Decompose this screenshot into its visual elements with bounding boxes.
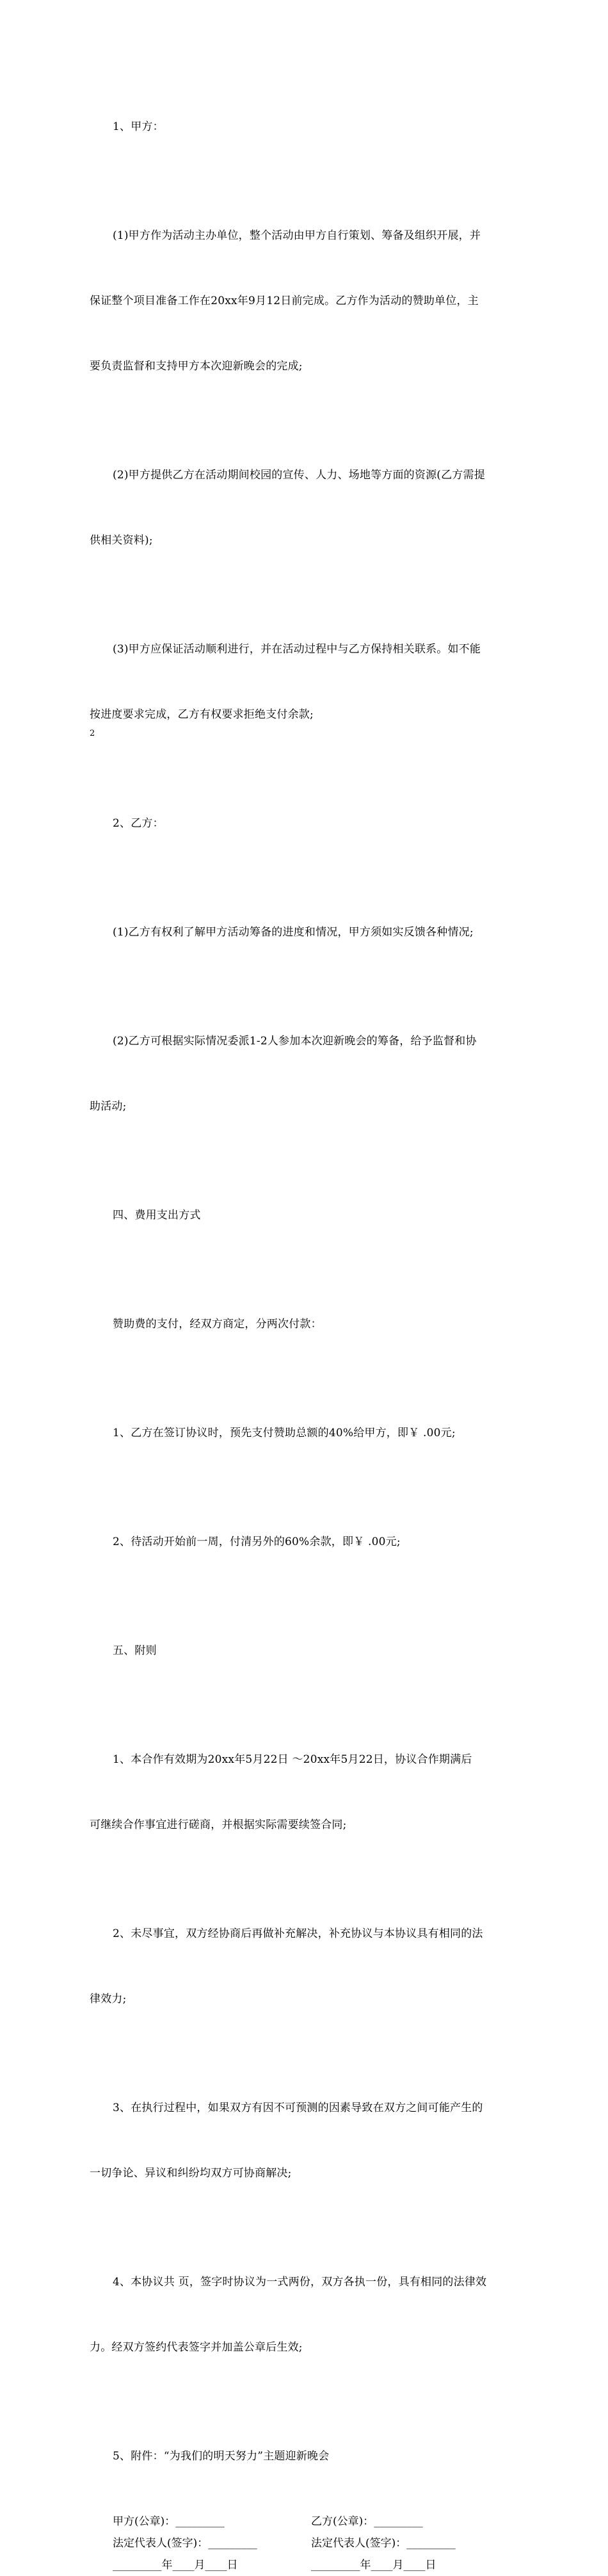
paragraph-party-b-item-1 (90, 878, 520, 987)
text-line: 四、费用支出方式 (113, 1209, 201, 1222)
party-b-seal-field: 乙方(公章)：_________ (311, 2515, 423, 2528)
signature-row-date (90, 2554, 520, 2576)
paragraph-supplementary-item-1 (90, 1705, 520, 1879)
signature-row-seal (90, 2511, 520, 2532)
text-line: 5、附件：“为我们的明天努力”主题迎新晚会 (113, 2450, 330, 2463)
text-line: 五、附则 (113, 1644, 157, 1657)
text-line: 1、甲方： (113, 120, 164, 133)
paragraph-party-a-item-3 (90, 595, 520, 769)
party-a-seal-field: 甲方(公章)：_________ (113, 2515, 225, 2528)
text-line: 1、乙方在签订协议时，预先支付赞助总额的40%给甲方，即￥ .00元; (113, 1427, 456, 1439)
text-line: (2)乙方可根据实际情况委派1-2人参加本次迎新晚会的筹备，给予监督和协 (113, 1035, 477, 1048)
text-line: 要负责监督和支持甲方本次迎新晚会的完成; (90, 360, 303, 373)
text-line: 可继续合作事宜进行磋商，并根据实际需要续签合同; (90, 1819, 347, 1831)
paragraph-payment-intro (90, 1270, 520, 1379)
party-a-representative-field: 法定代表人(签字)：_________ (113, 2537, 257, 2550)
document-body (90, 72, 520, 2576)
text-line: 2、乙方： (113, 817, 164, 830)
text-line: 4、本协议共 页，签字时协议为一式两份，双方各执一份，具有相同的法律效 (113, 2276, 487, 2288)
paragraph-party-b-item-2 (90, 987, 520, 1161)
paragraph-supplementary-item-2 (90, 1879, 520, 2054)
page-number: 2 (90, 729, 95, 738)
section-heading-supplementary (90, 1596, 520, 1705)
paragraph-payment-item-1 (90, 1379, 520, 1487)
paragraph-supplementary-item-5 (90, 2402, 520, 2511)
section-heading-payment (90, 1161, 520, 1270)
paragraph-party-b-heading (90, 769, 520, 878)
text-line: 按进度要求完成，乙方有权要求拒绝支付余款; (90, 708, 314, 721)
signature-row-representative (90, 2532, 520, 2554)
paragraph-payment-item-2 (90, 1487, 520, 1596)
paragraph-party-a-item-1 (90, 181, 520, 421)
paragraph-party-a-item-2 (90, 421, 520, 595)
text-line: 2、未尽事宜，双方经协商后再做补充解决，补充协议与本协议具有相同的法 (113, 1927, 483, 1940)
text-line: 保证整个项目准备工作在20xx年9月12日前完成。乙方作为活动的赞助单位，主 (90, 295, 479, 307)
paragraph-party-a-heading (90, 72, 520, 181)
text-line: 2、待活动开始前一周，付清另外的60%余款，即￥ .00元; (113, 1535, 401, 1548)
paragraph-supplementary-item-4 (90, 2228, 520, 2402)
text-line: 一切争论、异议和纠纷均双方可协商解决; (90, 2167, 292, 2180)
text-line: (1)甲方作为活动主办单位，整个活动由甲方自行策划、筹备及组织开展，并 (113, 229, 481, 242)
text-line: 律效力; (90, 1993, 127, 2005)
text-line: 助活动; (90, 1100, 127, 1113)
party-b-date-field: _________年____月____日 (311, 2559, 436, 2572)
text-line: (2)甲方提供乙方在活动期间校园的宣传、人力、场地等方面的资源(乙方需提 (113, 469, 485, 482)
text-line: 力。经双方签约代表签字并加盖公章后生效; (90, 2341, 303, 2354)
text-line: 赞助费的支付，经双方商定，分两次付款： (113, 1318, 322, 1331)
text-line: (1)乙方有权利了解甲方活动筹备的进度和情况，甲方须如实反馈各种情况; (113, 926, 474, 939)
party-a-date-field: _________年____月____日 (113, 2559, 238, 2572)
party-b-representative-field: 法定代表人(签字)：_________ (311, 2537, 456, 2550)
text-line: 1、本合作有效期为20xx年5月22日 ～20xx年5月22日，协议合作期满后 (113, 1753, 472, 1766)
text-line: (3)甲方应保证活动顺利进行，并在活动过程中与乙方保持相关联系。如不能 (113, 643, 481, 656)
text-line: 3、在执行过程中，如果双方有因不可预测的因素导致在双方之间可能产生的 (113, 2102, 483, 2114)
paragraph-supplementary-item-3 (90, 2054, 520, 2228)
text-line: 供相关资料); (90, 534, 153, 547)
